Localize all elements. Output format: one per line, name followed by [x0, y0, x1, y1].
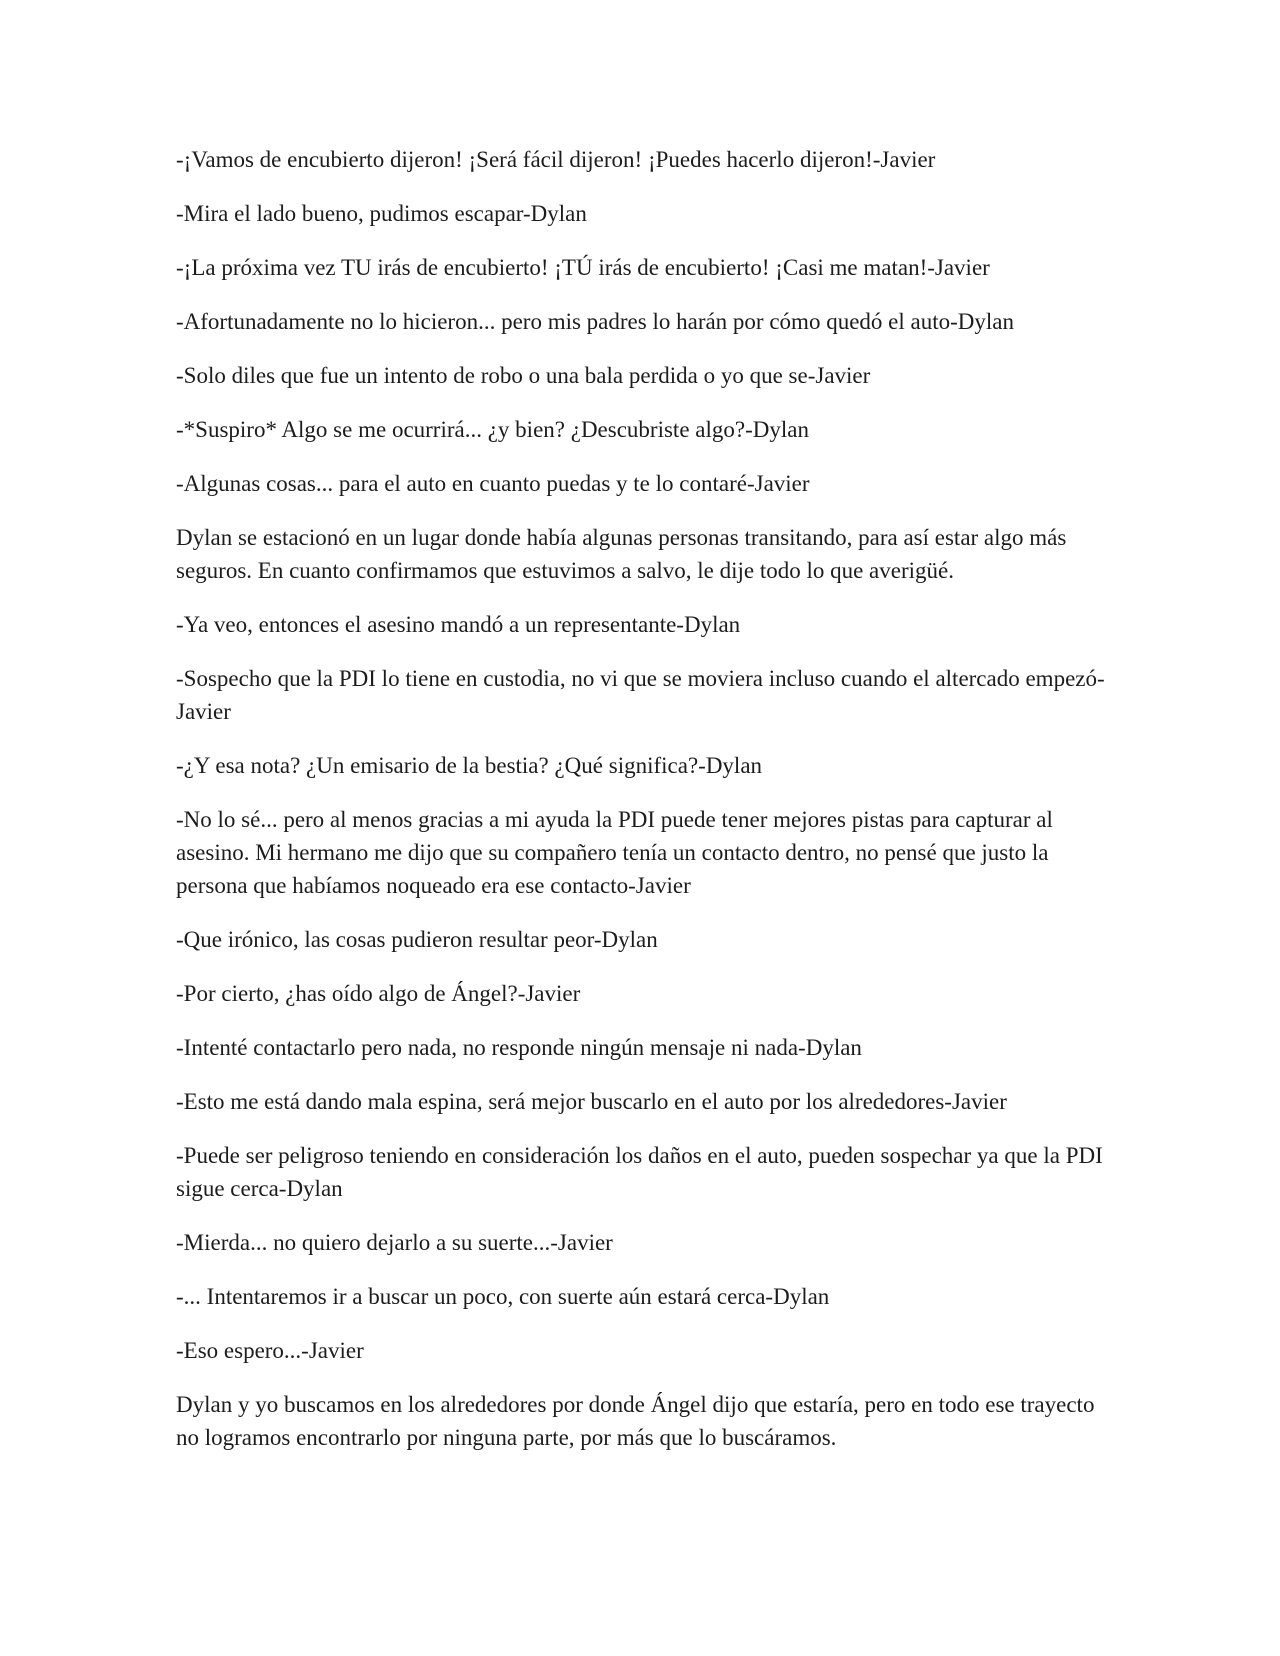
paragraph-10: -Sospecho que la PDI lo tiene en custodia, no vi que se moviera incluso cuando el altercado empezó-Javier	[176, 666, 1105, 724]
paragraph-7: -Algunas cosas... para el auto en cuanto puedas y te lo contaré-Javier	[176, 471, 810, 496]
paragraph-20: -Eso espero...-Javier	[176, 1338, 364, 1363]
paragraph-6: -*Suspiro* Algo se me ocurrirá... ¿y bien? ¿Descubriste algo?-Dylan	[176, 417, 809, 442]
paragraph-19: -... Intentaremos ir a buscar un poco, con suerte aún estará cerca-Dylan	[176, 1284, 830, 1309]
paragraph-15: -Intenté contactarlo pero nada, no responde ningún mensaje ni nada-Dylan	[176, 1035, 862, 1060]
paragraph-5: -Solo diles que fue un intento de robo o una bala perdida o yo que se-Javier	[176, 363, 871, 388]
document-body	[176, 143, 1106, 1475]
paragraph-21: Dylan y yo buscamos en los alrededores por donde Ángel dijo que estaría, pero en todo ese trayecto no logramos encontrarlo por ninguna parte, por más que lo buscáramos.	[176, 1392, 1095, 1450]
paragraph-14: -Por cierto, ¿has oído algo de Ángel?-Javier	[176, 981, 581, 1006]
paragraph-16: -Esto me está dando mala espina, será mejor buscarlo en el auto por los alrededores-Javier	[176, 1089, 1007, 1114]
paragraph-18: -Mierda... no quiero dejarlo a su suerte...-Javier	[176, 1230, 613, 1255]
paragraph-11: -¿Y esa nota? ¿Un emisario de la bestia? ¿Qué significa?-Dylan	[176, 753, 763, 778]
paragraph-8: Dylan se estacionó en un lugar donde había algunas personas transitando, para así estar algo más seguros. En cuanto confirmamos que estuvimos a salvo, le dije todo lo que averigüé.	[176, 525, 1067, 583]
paragraph-9: -Ya veo, entonces el asesino mandó a un representante-Dylan	[176, 612, 741, 637]
paragraph-2: -Mira el lado bueno, pudimos escapar-Dylan	[176, 201, 587, 226]
paragraph-4: -Afortunadamente no lo hicieron... pero mis padres lo harán por cómo quedó el auto-Dylan	[176, 309, 1014, 334]
paragraph-17: -Puede ser peligroso teniendo en consideración los daños en el auto, pueden sospechar ya que la PDI sigue cerca-Dylan	[176, 1143, 1103, 1201]
paragraph-1: -¡Vamos de encubierto dijeron! ¡Será fácil dijeron! ¡Puedes hacerlo dijeron!-Javier	[176, 147, 936, 172]
paragraph-13: -Que irónico, las cosas pudieron resultar peor-Dylan	[176, 927, 658, 952]
paragraph-12: -No lo sé... pero al menos gracias a mi ayuda la PDI puede tener mejores pistas para capturar al asesino. Mi hermano me dijo que su compañero tenía un contacto dentro, no pensé que justo la persona que habíamos noqueado era ese contacto-Javier	[176, 807, 1053, 898]
paragraph-3: -¡La próxima vez TU irás de encubierto! ¡TÚ irás de encubierto! ¡Casi me matan!-Javier	[176, 255, 990, 280]
